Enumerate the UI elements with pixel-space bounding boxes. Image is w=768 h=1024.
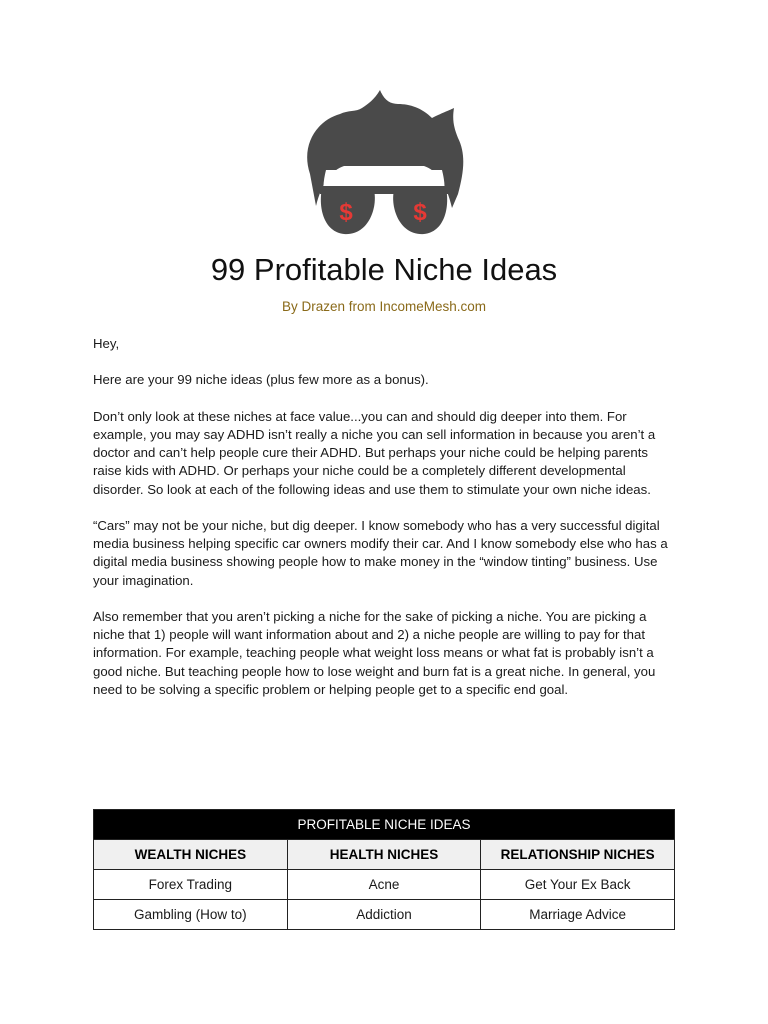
table-header-row [94,840,675,870]
header-relationship-niches: RELATIONSHIP NICHES [481,840,675,870]
paragraph-dig-deeper: Don’t only look at these niches at face value...you can and should dig deeper into them. For example, you may say ADHD isn’t really a niche you can sell information in because you aren’t a doctor and can’t help people cure their ADHD. But perhaps your niche could be helping parents raise kids with ADHD. Or perhaps your niche could be a completely different developmental disorder. So look at each of the following ideas and use them to stimulate your own niche ideas. [93,408,656,497]
left-lens-dollar-sign: $ [339,199,353,226]
paragraph-cars-example: “Cars” may not be your niche, but dig deeper. I know somebody who has a very successful digital media business helping specific car owners modify their car. And I know somebody else who has a digital media business showing people how to make money in the “window tinting” business. Use your imagination. [93,517,668,588]
table-cell: Forex Trading [94,870,288,900]
author-byline: By Drazen from IncomeMesh.com [281,299,487,314]
paragraph-picking-niche: Also remember that you aren’t picking a niche for the sake of picking a niche. You are picking a niche that 1) people will want information about and 2) a niche people are willing to pay for that information. For example, teaching people what weight loss means or what fat is probably isn’t a good niche. But teaching people how to lose weight and burn fat is a great niche. In general, you need to be solving a specific problem or helping people get to a specific end goal. [93,608,656,697]
table-cell: Marriage Advice [481,900,675,930]
right-lens-dollar-sign: $ [413,199,427,226]
niche-ideas-table [93,809,675,930]
cool-guy-sunglasses-dollar-icon [304,90,464,238]
table-caption: PROFITABLE NICHE IDEAS [94,810,675,840]
table-cell: Acne [287,870,481,900]
table-cell: Gambling (How to) [94,900,288,930]
table-caption-row [94,810,675,840]
header-health-niches: HEALTH NICHES [287,840,481,870]
table-cell: Addiction [287,900,481,930]
paragraph-greeting: Hey, [93,336,120,351]
table-row [94,870,675,900]
table-row [94,900,675,930]
header-wealth-niches: WEALTH NICHES [94,840,288,870]
paragraph-intro: Here are your 99 niche ideas (plus few more as a bonus). [93,372,429,388]
document-title: 99 Profitable Niche Ideas [210,252,558,287]
table-cell: Get Your Ex Back [481,870,675,900]
intro-body [93,335,678,717]
